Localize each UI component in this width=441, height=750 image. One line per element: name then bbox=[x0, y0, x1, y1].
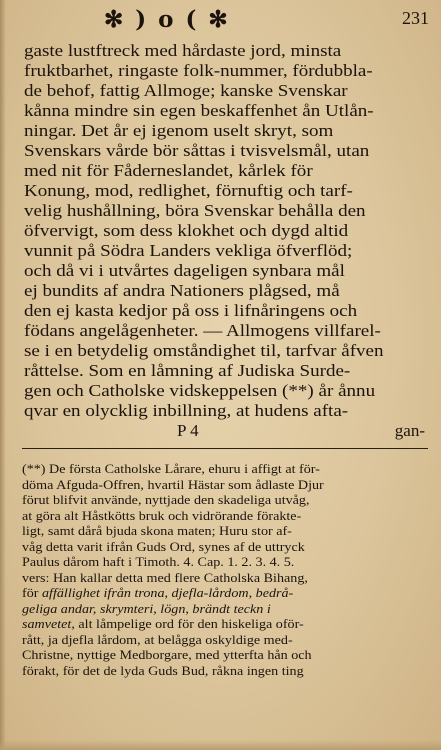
footnote-line bbox=[22, 478, 441, 494]
text-line: fruktbarhet, ringaste folk-nummer, fördubbla- bbox=[24, 61, 373, 80]
running-header bbox=[0, 6, 441, 34]
signature-mark: P 4 bbox=[177, 421, 199, 440]
text-line: velig hushållning, böra Svenskar behålla den bbox=[24, 201, 366, 220]
footnote-italic-text: samvetet bbox=[22, 617, 72, 631]
catchword: gan- bbox=[394, 421, 425, 440]
text-line: råttelse. Som en låmning af Judiska Surde- bbox=[24, 361, 351, 380]
text-line: se i en betydelig omståndighet til, tarfvar åfven bbox=[24, 341, 384, 360]
text-line: och då vi i utvårtes dageligen synbara mål bbox=[24, 261, 345, 280]
footnote-line bbox=[22, 648, 441, 664]
footnote-line bbox=[22, 586, 441, 602]
footnote-line bbox=[22, 664, 441, 680]
text-line: öfvervigt, som dess klokhet och dygd altid bbox=[24, 221, 349, 240]
header-ornament: ✻ ) o ( ✻ bbox=[104, 6, 230, 33]
page-edge-shadow bbox=[0, 0, 6, 750]
page-bottom-shadow bbox=[0, 740, 441, 750]
text-line: Svenskars vårde bör såttas i tvisvelsmål, utan bbox=[24, 141, 370, 160]
footnote-italic-text: geliga andar, skrymteri, lögn, brändt teckn i bbox=[22, 601, 271, 616]
footnote-text: förut blifvit använde, nyttjade den skadeliga utvåg, bbox=[22, 493, 310, 507]
footnote-text: vers: Han kallar detta med flere Catholska Bihang, bbox=[22, 570, 308, 585]
footnote-text: ligt, samt dårå bjuda skona maten; Huru stor af- bbox=[22, 524, 292, 538]
text-line: med nit för Fåderneslandet, kårlek för bbox=[24, 161, 313, 180]
text-line: gen och Catholske vidskeppelsen (**) år ånnu bbox=[24, 381, 376, 400]
footnote-italic-text: affällighet ifrån trona, djefla-lårdom, bedrå- bbox=[41, 586, 294, 600]
text-line: kånna mindre sin egen beskaffenhet ån Utlån- bbox=[24, 101, 374, 120]
footnote-text: (**) De första Catholske Lårare, ehuru i affigt at för- bbox=[22, 462, 320, 476]
footnote-line bbox=[22, 602, 441, 618]
text-line: gaste lustftreck med hårdaste jord, minsta bbox=[24, 41, 342, 60]
text-line: födans angelågenheter. — Allmogens villfarel- bbox=[24, 321, 381, 340]
footnote-text: för bbox=[22, 586, 42, 600]
text-line: ningar. Det år ej igenom uselt skryt, som bbox=[24, 121, 334, 140]
text-line: den ej kasta kedjor på oss i lifnåringens och bbox=[24, 301, 358, 320]
footnote-text: döma Afguda-Offren, hvartil Hästar som ådlaste Djur bbox=[22, 477, 324, 492]
footnote-divider bbox=[22, 448, 428, 449]
footnote-text: rått, ja djefla lårdom, at belågga oskyldige med- bbox=[22, 632, 293, 647]
footnote-text: våg detta varit ifrån Guds Ord, synes af de uttryck bbox=[22, 539, 305, 554]
text-line: ej bundits af andra Nationers plågsed, må bbox=[24, 281, 340, 300]
footnote-line bbox=[22, 555, 441, 571]
footnote-line bbox=[22, 571, 441, 587]
footnote-line bbox=[22, 633, 441, 649]
signature-row bbox=[24, 421, 429, 441]
text-line: Konung, mod, redlighet, förnuftig och tarf- bbox=[24, 181, 353, 200]
main-text-block bbox=[24, 41, 429, 441]
footnote-line bbox=[22, 540, 441, 556]
footnote-block bbox=[22, 462, 430, 679]
footnote-text: Paulus dårom haft i Timoth. 4. Cap. 1. 2. 3. 4. 5. bbox=[22, 555, 295, 569]
footnote-line bbox=[22, 617, 441, 633]
footnote-text: , alt låmpelige ord för den hiskeliga oför- bbox=[71, 617, 304, 631]
text-line: qvar en olycklig inbillning, at hudens afta- bbox=[24, 401, 349, 420]
footnote-line bbox=[22, 493, 441, 509]
footnote-text: at göra alt Håstkötts bruk och vidrörande förakte- bbox=[22, 508, 302, 523]
text-line: vunnit på Södra Landers vekliga öfverflöd; bbox=[24, 241, 353, 260]
footnote-line bbox=[22, 462, 441, 478]
text-line: de behof, fattig Allmoge; kanske Svenskar bbox=[24, 81, 348, 100]
page-number: 231 bbox=[402, 8, 429, 28]
footnote-text: förakt, för det de lyda Guds Bud, råkna ingen ting bbox=[22, 663, 304, 678]
footnote-line bbox=[22, 509, 441, 525]
footnote-text: Christne, nyttige Medborgare, med ytterfta hån och bbox=[22, 648, 312, 662]
footnote-line bbox=[22, 524, 441, 540]
